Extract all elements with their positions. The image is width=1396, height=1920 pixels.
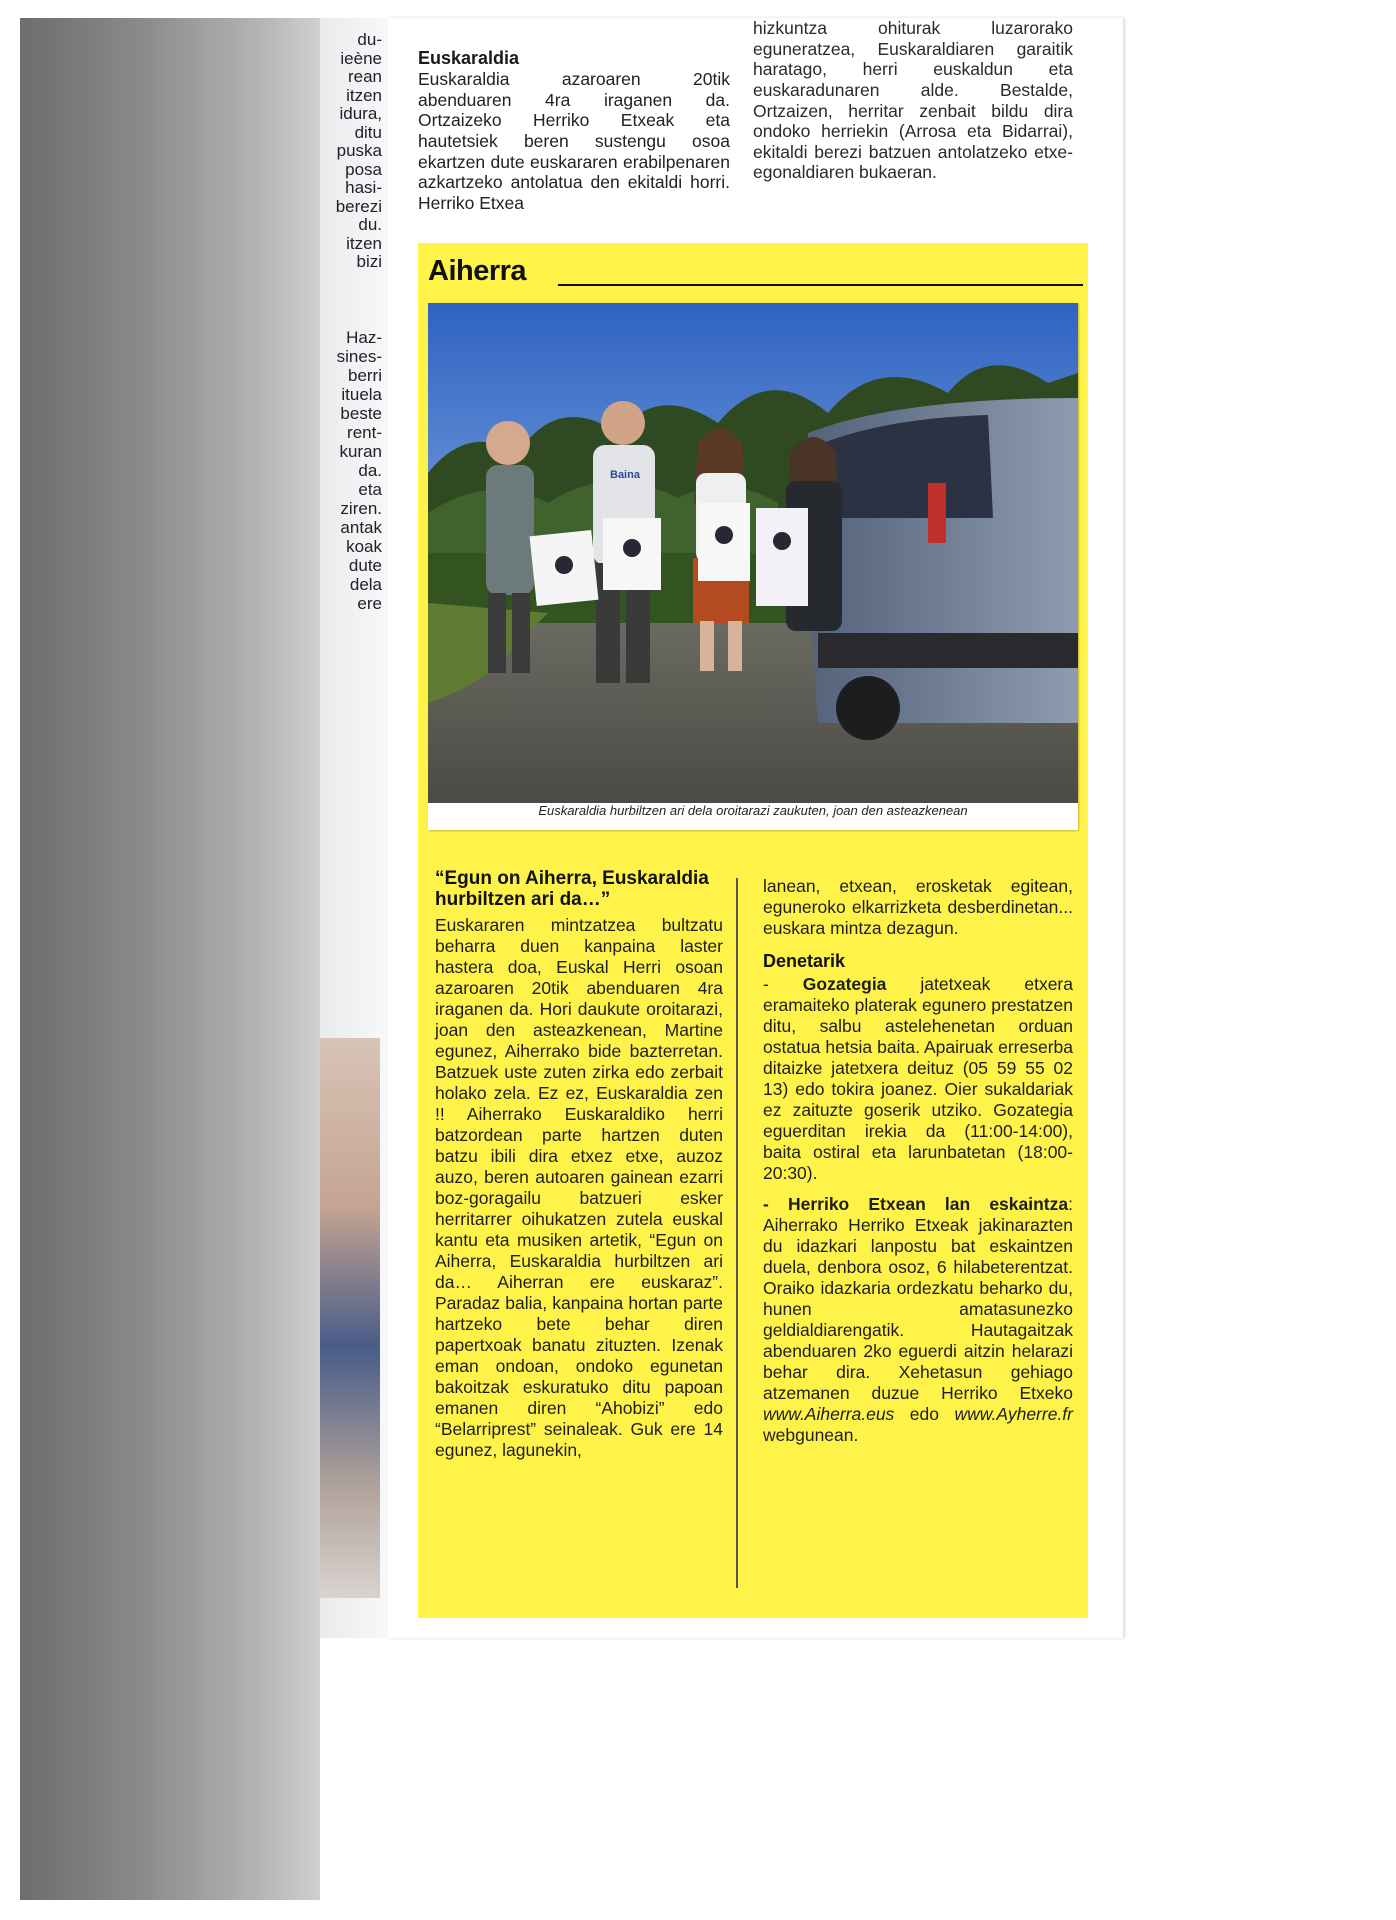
ortzaize-continuation [753,18,1073,183]
gozategia-text: jatetxeak etxera eramaiteko platerak egunero prestatzen ditu, salbu astelehenetan orduan ostatua hetsia baita. Apairuak erreserba ditaizke jatetxera deituz (05 59 55 02 13) edo tokira joanez. Oier sukaldariak ez zaituzte goserik utziko. Gozategia eguerditan irekia da (11:00-14:00), baita ostiral eta larunbatetan (18:00-20:30). [763,974,1073,1183]
job-offer-text: : Aiherrako Herriko Etxeak jakinarazten du idazkari lanpostu bat eskaintzen duela, denbora osoz, 6 hilabeterentzat. Oraiko idazkaria ordezkatu beharko du, hunen amatasunezko geldialdiarengatik. Hautagaitzak abenduaren 2ko eguerdi aitzin helarazi behar dira. Xehetasun gehiago atzemanen duzue Herriko Etxeko [763,1194,1073,1403]
gozategia-name: Gozategia [802,974,887,994]
left-page-fragment: bizi [356,252,382,271]
group-photo [428,303,1078,830]
left-page-edge [320,18,388,1638]
article-body: Euskararen mintzatzea bultzatu beharra duen kanpaina laster hastera doa, Euskal Herri osoan azaroaren 20tik abenduaren 4ra iraganen da. Hori daukute oroitarazi, joan den asteazkenean, Martine egunez, Aiherrako bide bazterretan. Batzuek uste zuten zirka edo zerbait holako zela. Ez ez, Euskaraldia zen !! Aiherrako Euskaraldiko herri batzordean parte hartzen duten batzu ibili dira etxez etxe, auzoz auzo, beren autoaren gainean ezarri boz-goragailu batzueri esker herritarrer oihukatzen zutela euskal kantu eta musiken artetik, “Egun on Aiherra, Euskaraldia hurbiltzen ari da… Aiherran ere euskaraz”. Paradaz balia, kanpaina hortan parte hartzeko bete behar diren papertxoak banatu zituzten. Izenak eman ondoan, ondoko egunetan bakoitzak eskuratuko ditu papoan emanen diren “Ahobizi” edo “Belarriprest” seinaleak. Guk ere 14 egunez, lagunekin, [435,914,723,1460]
left-page-fragment: Haz- [346,328,382,347]
left-page-fragment: berezi [335,196,382,216]
left-page-photo-strip [320,1038,380,1598]
left-page-fragment: dute [348,556,382,575]
magazine-page [388,18,1123,1638]
left-page-fragment: dela [349,575,382,594]
left-page-fragment: antak [340,518,382,537]
link-connector: edo [894,1404,955,1424]
left-page-fragment: ditu [354,122,382,142]
left-page-fragment: rean [347,67,382,86]
article-column-2 [763,876,1073,1446]
left-page-fragment: ituela [341,385,382,404]
denetarik-heading: Denetarik [763,951,846,971]
left-page-fragment: idura, [339,104,382,123]
left-page-fragment: itzen [346,233,382,253]
item-prefix: - [763,974,803,994]
left-page-fragment: ziren. [340,499,382,518]
column-divider [736,878,738,1588]
link-end: webgunean. [763,1425,859,1445]
gozategia-item [763,974,1073,1184]
aiherra-section [418,243,1088,1618]
left-page-fragment: koak [346,537,382,556]
article-column-1 [435,868,723,1461]
link-aiherra: www.Aiherra.eus [763,1404,895,1424]
left-page-fragment: puska [336,141,382,160]
link-ayherre: www.Ayherre.fr [954,1404,1073,1424]
article-body-continued: lanean, etxean, erosketak egitean, eguneroko elkarrizketa desberdinetan... euskara mintza dezagun. [763,876,1073,938]
left-page-fragment: da. [358,461,382,480]
shirt-text: Baina [610,469,640,481]
header-rule [558,284,1083,286]
ortzaize-euskaraldia-article [418,48,730,213]
left-page-fragment: du. [358,215,382,234]
left-page-fragment: ieène [340,48,382,68]
left-page-fragment: du- [357,30,382,49]
left-page-fragment: beste [340,404,382,423]
van-taillight [928,483,946,543]
job-offer-name: - Herriko Etxean lan eskaintza [763,1194,1069,1214]
binding-gutter [20,18,320,1900]
article-text: Euskaraldia azaroaren 20tik abenduaren 4ra iraganen da. Ortzaizeko Herriko Etxeak eta hautetsiek beren sustengu osoa ekartzen dute euskararen erabilpenaren azkartzeko antolatua den ekitaldi horri. Herriko Etxea [418,69,730,213]
left-page-fragment: posa [345,159,382,179]
job-offer-item [763,1194,1073,1446]
left-page-fragment: kuran [339,442,382,461]
continuation-text: hizkuntza ohiturak luzarorako eguneratzea, Euskaraldiaren garaitik haratago, herri euskaldun eta euskaradunaren alde. Bestalde, Ortzaizen, herritar zenbait bildu dira ondoko herriekin (Arrosa eta Bidarrai), ekitaldi berezi batzuen antolatzeko etxe-egonaldiaren bukaeran. [753,18,1073,183]
van-wheel [836,676,900,740]
article-subtitle: Euskaraldia [418,48,520,68]
section-header [428,257,1073,289]
photo-frame [428,303,1078,830]
van-bumper [818,633,1078,668]
left-page-fragment: berri [347,366,382,385]
left-page-fragment: rent- [347,423,382,442]
left-page-fragment: eta [358,480,382,499]
left-page-fragment: sines- [336,347,382,366]
article-title: “Egun on Aiherra, Euskaraldia hurbiltzen ari da…” [435,868,709,911]
left-page-fragment: itzen [346,85,382,105]
left-page-fragment: hasi- [345,178,382,197]
photo-caption: Euskaraldia hurbiltzen ari dela oroitarazi zaukuten, joan den asteazkenean [538,803,968,818]
section-title: Aiherra [428,255,527,287]
left-page-fragment: ere [357,594,382,613]
